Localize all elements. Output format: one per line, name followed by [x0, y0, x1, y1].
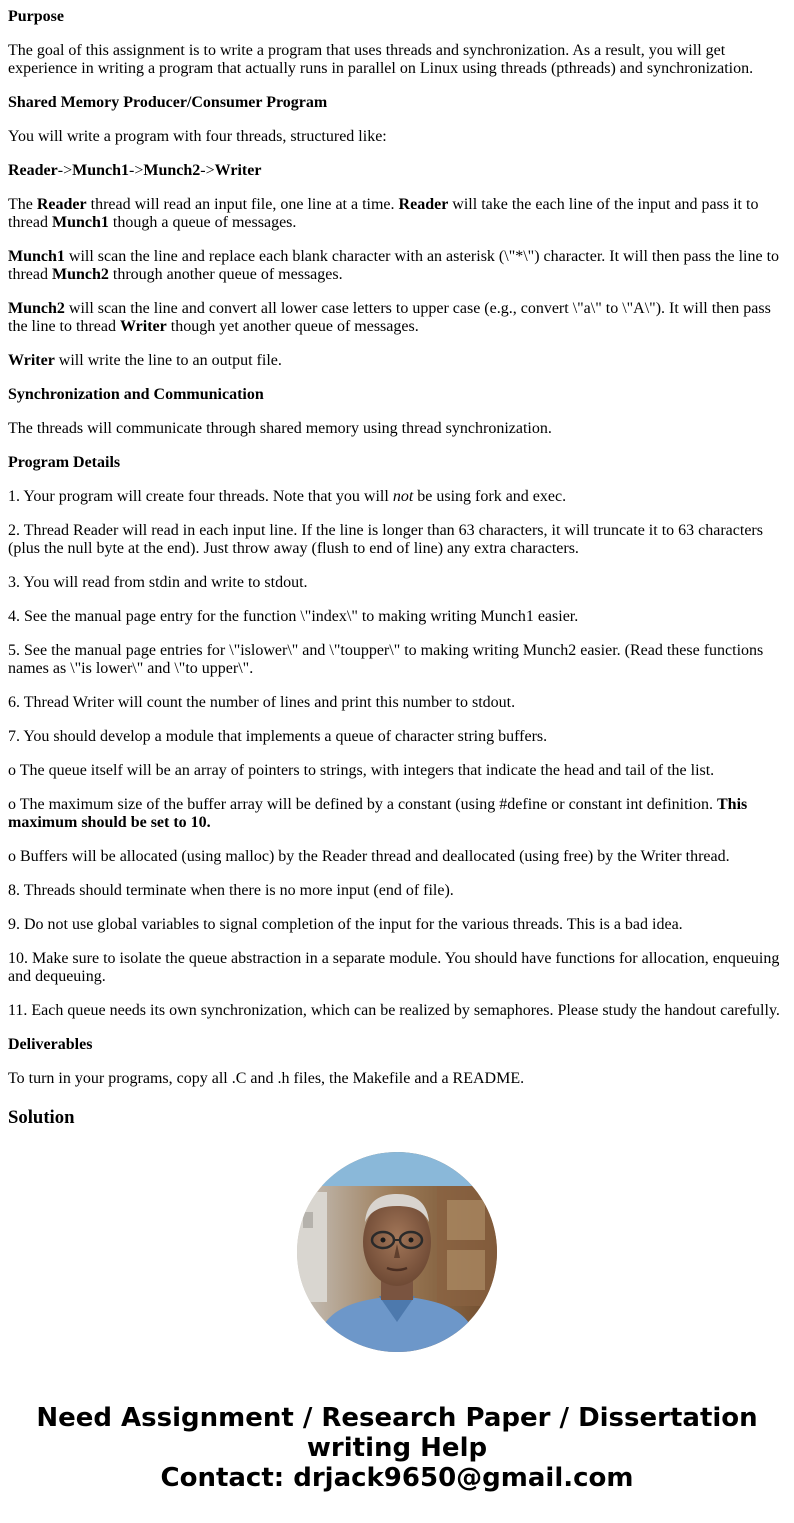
shared-memory-heading: Shared Memory Producer/Consumer Program	[8, 94, 328, 111]
author-avatar	[297, 1152, 497, 1352]
pipeline-munch1: Munch1	[72, 162, 130, 179]
detail-item-9: 9. Do not use global variables to signal completion of the input for the various threads. This is a bad idea.	[8, 916, 683, 933]
shared-memory-intro: You will write a program with four threads, structured like:	[8, 128, 387, 145]
bold-run: Reader	[36, 196, 87, 213]
detail-subitem-3: o Buffers will be allocated (using malloc) by the Reader thread and deallocated (using free) by the Writer thread.	[8, 848, 730, 865]
thread-pipeline	[8, 162, 786, 180]
promo-banner	[0, 1403, 794, 1493]
text-run: thread will read an input file, one line at a time.	[86, 196, 399, 213]
pipeline-munch2: Munch2	[143, 162, 201, 179]
bold-run: Munch2	[51, 266, 109, 283]
bold-run: Munch2	[8, 300, 65, 317]
bold-run: Writer	[8, 352, 55, 369]
pipeline-arrow: ->	[129, 162, 144, 179]
emphasis-run: not	[392, 488, 414, 505]
detail-item-5: 5. See the manual page entries for \"islower\" and \"toupper\" to making writing Munch2 easier. (Read these functions names as \"is lower\" and \"to upper\".	[8, 642, 764, 677]
sync-heading: Synchronization and Communication	[8, 386, 264, 403]
program-details-heading: Program Details	[8, 454, 121, 471]
text-run: 1. Your program will create four threads. Note that you will	[8, 488, 393, 505]
detail-item-8: 8. Threads should terminate when there is no more input (end of file).	[8, 882, 454, 899]
deliverables-text: To turn in your programs, copy all .C and .h files, the Makefile and a README.	[8, 1070, 525, 1087]
pipeline-arrow: ->	[57, 162, 73, 179]
text-run: though yet another queue of messages.	[166, 318, 419, 335]
detail-item-2: 2. Thread Reader will read in each input line. If the line is longer than 63 characters, it will truncate it to 63 characters (plus the null byte at the end). Just throw away (flush to end of line) any extra characters.	[8, 522, 763, 557]
writer-description	[8, 352, 786, 370]
text-run: will scan the line and replace each blank character with an asterisk (\"*\") character. It will then pass the line to thread	[8, 248, 780, 283]
detail-item-11: 11. Each queue needs its own synchronization, which can be realized by semaphores. Please study the handout carefully.	[8, 1002, 780, 1019]
text-run: o The maximum size of the buffer array will be defined by a constant (using #define or constant int definition.	[8, 796, 717, 813]
promo-line-1: Need Assignment / Research Paper / Dissertation	[36, 1403, 758, 1433]
text-run: through another queue of messages.	[108, 266, 343, 283]
text-run: be using fork and exec.	[413, 488, 567, 505]
bold-run: Munch1	[51, 214, 109, 231]
text-run: will take the each line of the input and pass it to thread	[8, 196, 759, 231]
munch2-description	[8, 300, 786, 336]
text-run: will scan the line and convert all lower case letters to upper case (e.g., convert \"a\" to \"A\"). It will then pass the line to thread	[8, 300, 771, 335]
detail-item-7: 7. You should develop a module that implements a queue of character string buffers.	[8, 728, 548, 745]
detail-subitem-1: o The queue itself will be an array of pointers to strings, with integers that indicate the head and tail of the list.	[8, 762, 715, 779]
text-run: will write the line to an output file.	[54, 352, 282, 369]
assignment-document	[8, 8, 786, 1104]
promo-contact: Contact: drjack9650@gmail.com	[160, 1463, 634, 1493]
munch1-description	[8, 248, 786, 284]
bold-run: Reader	[398, 196, 449, 213]
detail-item-10: 10. Make sure to isolate the queue abstraction in a separate module. You should have functions for allocation, enqueuing and dequeuing.	[8, 950, 780, 985]
reader-description	[8, 196, 786, 232]
pipeline-reader: Reader	[8, 162, 58, 179]
text-run: The	[8, 196, 37, 213]
purpose-text: The goal of this assignment is to write a program that uses threads and synchronization. As a result, you will get experience in writing a program that actually runs in parallel on Linux using threads (pthreads) and synchronization.	[8, 42, 754, 77]
pipeline-arrow: ->	[200, 162, 215, 179]
sync-text: The threads will communicate through shared memory using thread synchronization.	[8, 420, 552, 437]
detail-item-3: 3. You will read from stdin and write to stdout.	[8, 574, 308, 591]
purpose-heading: Purpose	[8, 8, 64, 25]
pipeline-writer: Writer	[214, 162, 262, 179]
solution-heading: Solution	[8, 1107, 75, 1124]
avatar-portrait-image	[297, 1152, 497, 1352]
detail-subitem-2	[8, 796, 786, 832]
detail-item-4: 4. See the manual page entry for the function \"index\" to making writing Munch1 easier.	[8, 608, 579, 625]
deliverables-heading: Deliverables	[8, 1036, 93, 1053]
bold-run: This maximum should be set to 10.	[8, 796, 748, 831]
bold-run: Writer	[119, 318, 167, 335]
detail-item-6: 6. Thread Writer will count the number of lines and print this number to stdout.	[8, 694, 516, 711]
detail-item-1	[8, 488, 786, 506]
promo-line-2: writing Help	[306, 1433, 488, 1463]
bold-run: Munch1	[8, 248, 65, 265]
text-run: though a queue of messages.	[108, 214, 297, 231]
